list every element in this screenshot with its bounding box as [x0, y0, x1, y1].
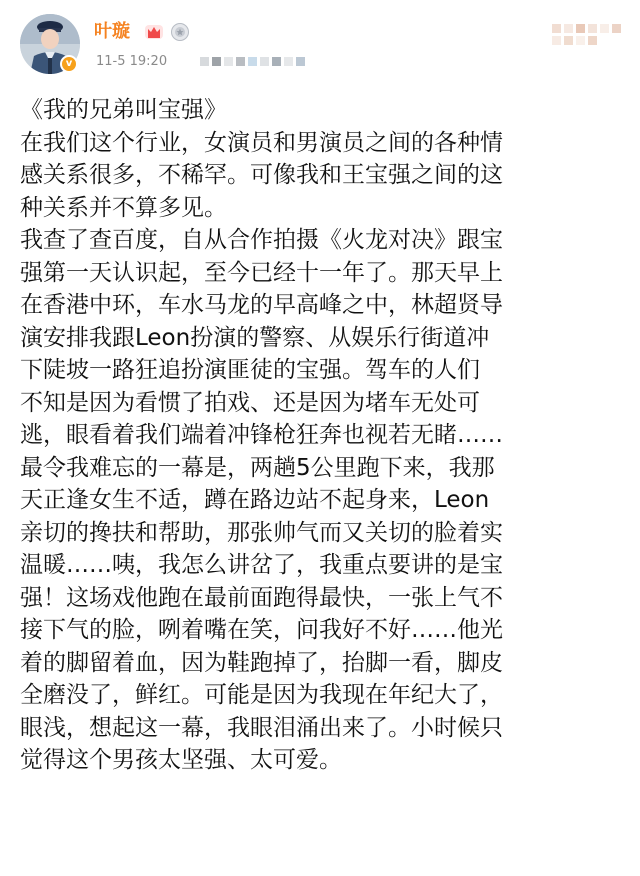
medal-icon[interactable]: [170, 22, 190, 42]
post-line: 觉得这个男孩太坚强、太可爱。: [20, 747, 342, 773]
post-line: 感关系很多，不稀罕。可像我和王宝强之间的这: [20, 162, 503, 188]
post-line: 着的脚留着血，因为鞋跑掉了，抬脚一看，脚皮: [20, 649, 503, 676]
post-line: 眼浅，想起这一幕，我眼泪涌出来了。小时候只: [20, 714, 503, 741]
crown-icon[interactable]: [144, 22, 164, 42]
post-line: 逃，眼看着我们端着冲锋枪狂奔也视若无睹……: [20, 422, 503, 448]
post-title: 《我的兄弟叫宝强》: [20, 97, 227, 123]
post-line: 最令我难忘的一幕是，两趟5公里跑下来，我那: [20, 454, 495, 481]
post-line: 我查了查百度，自从合作拍摄《火龙对决》跟宝: [20, 227, 503, 253]
post-line: 全磨没了，鲜红。可能是因为我现在年纪大了，: [20, 682, 503, 708]
post-line: 在我们这个行业，女演员和男演员之间的各种情: [20, 129, 503, 156]
post-line: 不知是因为看惯了拍戏、还是因为堵车无处可: [20, 389, 480, 416]
redacted-watermark: [552, 24, 622, 45]
post-line: 温暖……咦，我怎么讲岔了，我重点要讲的是宝: [20, 552, 503, 578]
post-line: 在香港中环，车水马龙的早高峰之中，林超贤导: [20, 292, 503, 318]
post-content: [20, 94, 624, 777]
post-line: 种关系并不算多见。: [20, 194, 227, 221]
verified-badge-icon: v: [60, 55, 78, 73]
post-line: 天正逢女生不适，蹲在路边站不起身来，Leon: [20, 487, 490, 513]
post-header: [0, 0, 640, 90]
post-line: 强第一天认识起，至今已经十一年了。那天早上: [20, 259, 503, 286]
post-line: 接下气的脸，咧着嘴在笑，问我好不好……他光: [20, 617, 503, 643]
post-line: 演安排我跟Leon扮演的警察、从娱乐行街道冲: [20, 324, 490, 351]
post-line: 亲切的搀扶和帮助，那张帅气而又关切的脸着实: [20, 519, 503, 546]
post-timestamp[interactable]: 11-5 19:20: [96, 54, 168, 69]
author-name[interactable]: 叶璇: [94, 21, 130, 42]
post-line: 下陡坡一路狂追扮演匪徒的宝强。驾车的人们: [20, 357, 480, 383]
redacted-source: [200, 57, 305, 66]
post-line: 强！这场戏他跑在最前面跑得最快，一张上气不: [20, 584, 503, 611]
